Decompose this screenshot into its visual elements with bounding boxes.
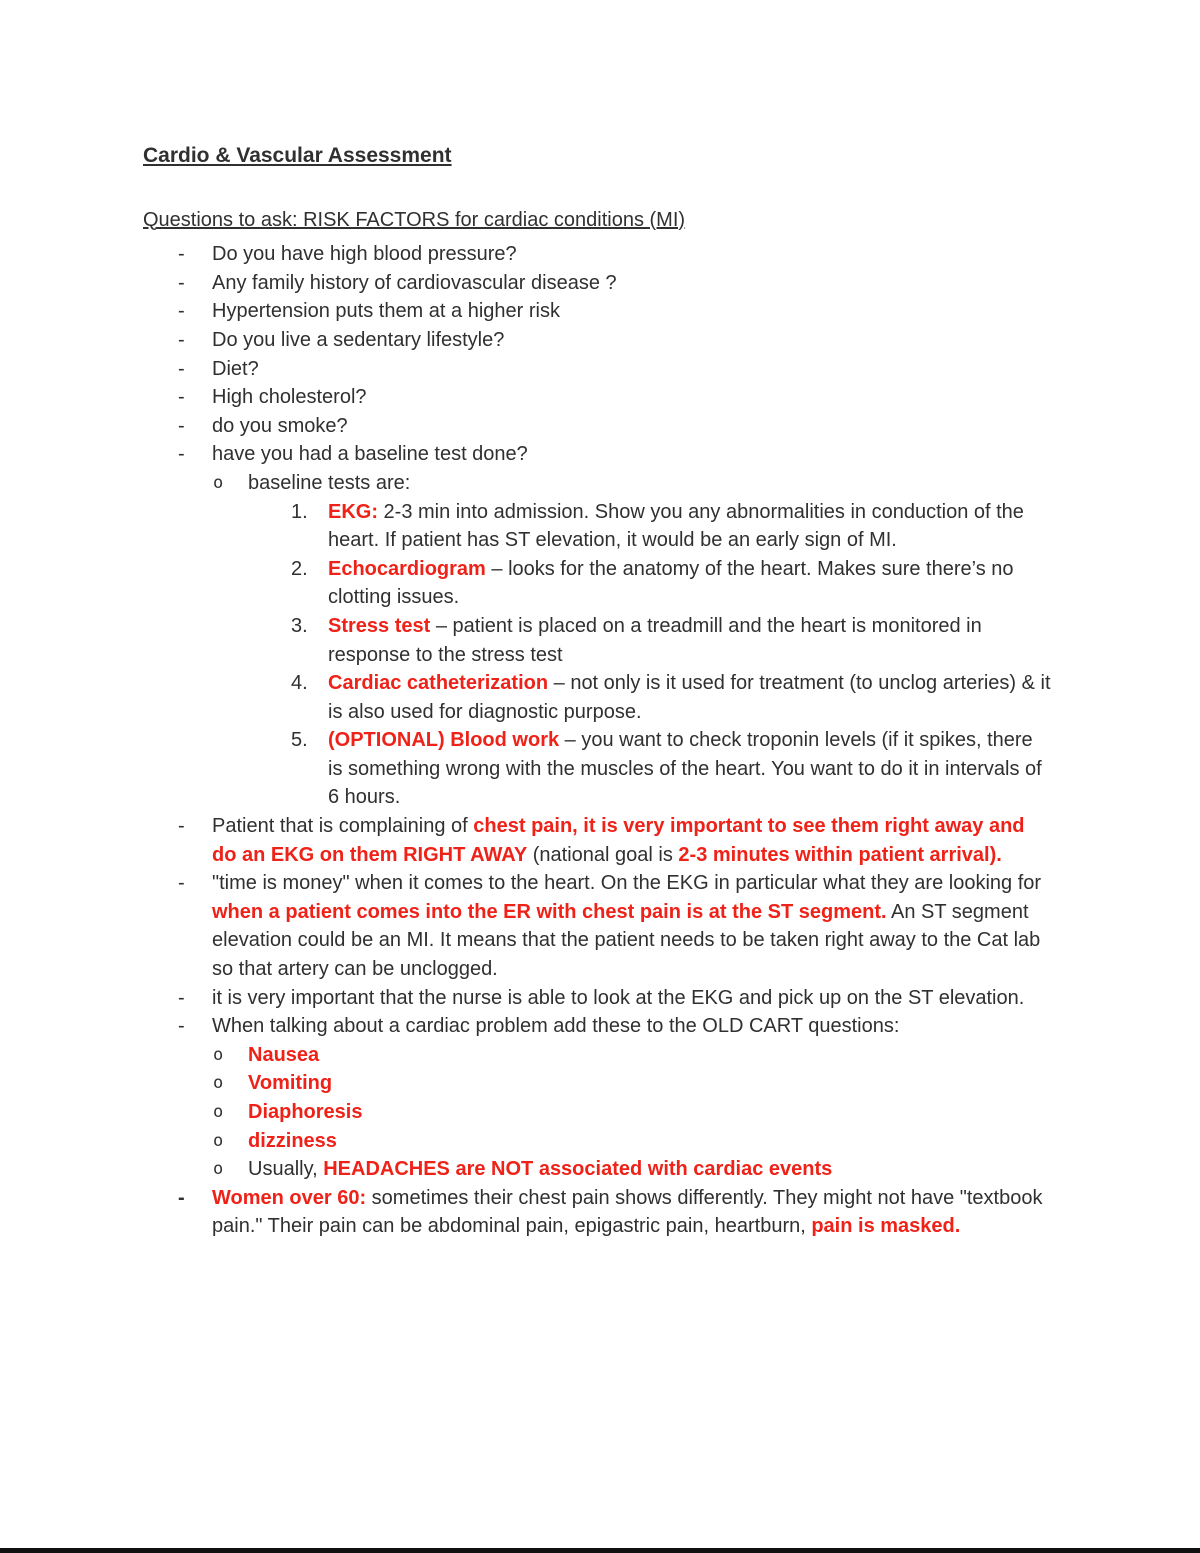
body-text: it is very important that the nurse is able to look at the EKG and pick up on the ST elevation. [212,986,1025,1009]
list-item-text [248,469,1052,498]
highlight-text: (OPTIONAL) Blood work [328,729,560,752]
list-marker: 1. [291,500,308,523]
list-item [143,984,1052,1013]
list-marker: - [178,872,185,895]
list-marker: - [178,300,185,323]
list-marker: - [178,386,185,409]
list-marker: - [178,815,185,838]
list-item [143,869,1052,983]
list-item [143,726,1052,812]
highlight-text: Vomiting [248,1072,333,1095]
list-marker: o [213,1102,224,1122]
list-item [143,1127,1052,1156]
highlight-text: Women over 60: [212,1186,367,1209]
list-item-text [328,726,1052,812]
list-item [143,412,1052,441]
list-item [143,440,1052,469]
list-item-text [212,1184,1052,1241]
list-item [143,555,1052,612]
list-marker: - [178,986,185,1009]
list-item [143,240,1052,269]
list-item [143,383,1052,412]
list-item-text [212,984,1052,1013]
list-marker: 2. [291,557,308,580]
list-item [143,498,1052,555]
body-text: – you want to check troponin levels (if it spikes, there is something wrong with the muscles of the heart. You want to do it in intervals of 6 hours. [328,729,1042,809]
list-item [143,1041,1052,1070]
body-text: When talking about a cardiac problem add these to the OLD CART questions: [212,1015,900,1038]
list-marker: - [178,328,185,351]
body-text: Hypertension puts them at a higher risk [212,300,560,323]
list-item-text [212,1012,1052,1041]
list-item-text [248,1155,1052,1184]
list-item-text [212,326,1052,355]
highlight-text: Echocardiogram [328,557,486,580]
list-marker: - [178,271,185,294]
list-item-text [328,498,1052,555]
section-heading: Questions to ask: RISK FACTORS for cardiac conditions (MI) [143,208,686,231]
body-text: High cholesterol? [212,386,367,409]
body-text: – patient is placed on a treadmill and the heart is monitored in response to the stress test [328,614,982,666]
list-item-text [212,812,1052,869]
body-text: Do you have high blood pressure? [212,243,517,266]
body-text: 2-3 min into admission. Show you any abnormalities in conduction of the heart. If patient has ST elevation, it would be an early sign of MI. [328,500,1024,552]
highlight-text: Diaphoresis [248,1101,363,1123]
body-text: – not only is it used for treatment (to unclog arteries) & it is also used for diagnostic purpose. [328,672,1051,723]
list-item-text [248,1041,1052,1070]
list-item [143,355,1052,384]
document-content [143,240,1052,1241]
list-marker: - [178,1186,185,1209]
body-text: Do you live a sedentary lifestyle? [212,328,505,351]
list-marker: 4. [291,672,308,695]
list-item [143,1012,1052,1041]
highlight-text: HEADACHES are NOT associated with cardiac events [323,1158,833,1181]
document-title: Cardio & Vascular Assessment [143,144,452,167]
body-text: Patient that is complaining of [212,815,474,838]
list-item [143,1184,1052,1241]
list-marker: - [178,1015,185,1038]
highlight-text: chest pain, it is very important to see them right away and do an EKG on them RIGHT AWAY [212,815,1025,866]
list-item-text [212,412,1052,441]
list-marker: - [178,357,185,380]
body-text: Usually, [248,1158,324,1181]
list-item-text [248,1127,1052,1156]
list-item-text [248,1069,1052,1098]
list-marker: o [213,1073,224,1094]
list-item [143,669,1052,726]
body-text: sometimes their chest pain shows differently. They might not have "textbook pain." Their pain can be abdominal pain, epigastric pain, heartburn, [212,1186,1043,1238]
highlight-text: Cardiac catheterization [328,672,549,695]
list-item [143,1155,1052,1184]
body-text: "time is money" when it comes to the heart. On the EKG in particular what they are looking for [212,872,1042,895]
list-item [143,1069,1052,1098]
highlight-text: Stress test [328,614,431,637]
list-item-text [212,269,1052,298]
list-item-text [212,383,1052,412]
list-marker: - [178,443,185,466]
list-item [143,326,1052,355]
list-item [143,812,1052,869]
list-item-text [328,669,1052,726]
body-text: have you had a baseline test done? [212,443,528,466]
list-item [143,269,1052,298]
list-item-text [328,555,1052,612]
list-item-text [328,612,1052,669]
list-item-text [212,355,1052,384]
list-item [143,612,1052,669]
list-item-text [212,240,1052,269]
list-marker: o [213,1159,224,1180]
list-item-text [212,869,1052,983]
highlight-text: EKG: [328,500,378,523]
list-marker: - [178,414,185,437]
list-marker: o [213,1044,224,1065]
highlight-text: 2-3 minutes within patient arrival). [678,843,1002,866]
highlight-text: pain is masked. [811,1215,961,1238]
body-text: Diet? [212,357,259,380]
body-text: do you smoke? [212,414,348,437]
list-marker: o [213,472,224,493]
list-item-text [248,1098,1052,1127]
list-marker: 3. [291,614,308,637]
list-item [143,297,1052,326]
list-item [143,1098,1052,1127]
highlight-text: Nausea [248,1043,320,1066]
body-text: An ST segment elevation could be an MI. It means that the patient needs to be taken right away to the Cat lab so that artery can be unclogged. [212,900,1041,981]
body-text: baseline tests are: [248,471,411,494]
list-item-text [212,440,1052,469]
list-item-text [212,297,1052,326]
list-marker: - [178,243,185,266]
body-text: Any family history of cardiovascular disease ? [212,271,617,294]
list-marker: o [213,1130,224,1151]
page-edge-divider [0,1548,1200,1553]
highlight-text: dizziness [248,1129,337,1152]
highlight-text: when a patient comes into the ER with chest pain is at the ST segment. [212,900,887,923]
body-text: (national goal is [527,843,679,866]
body-text: – looks for the anatomy of the heart. Makes sure there’s no clotting issues. [328,557,1014,609]
list-marker: 5. [291,729,308,752]
list-item [143,469,1052,498]
